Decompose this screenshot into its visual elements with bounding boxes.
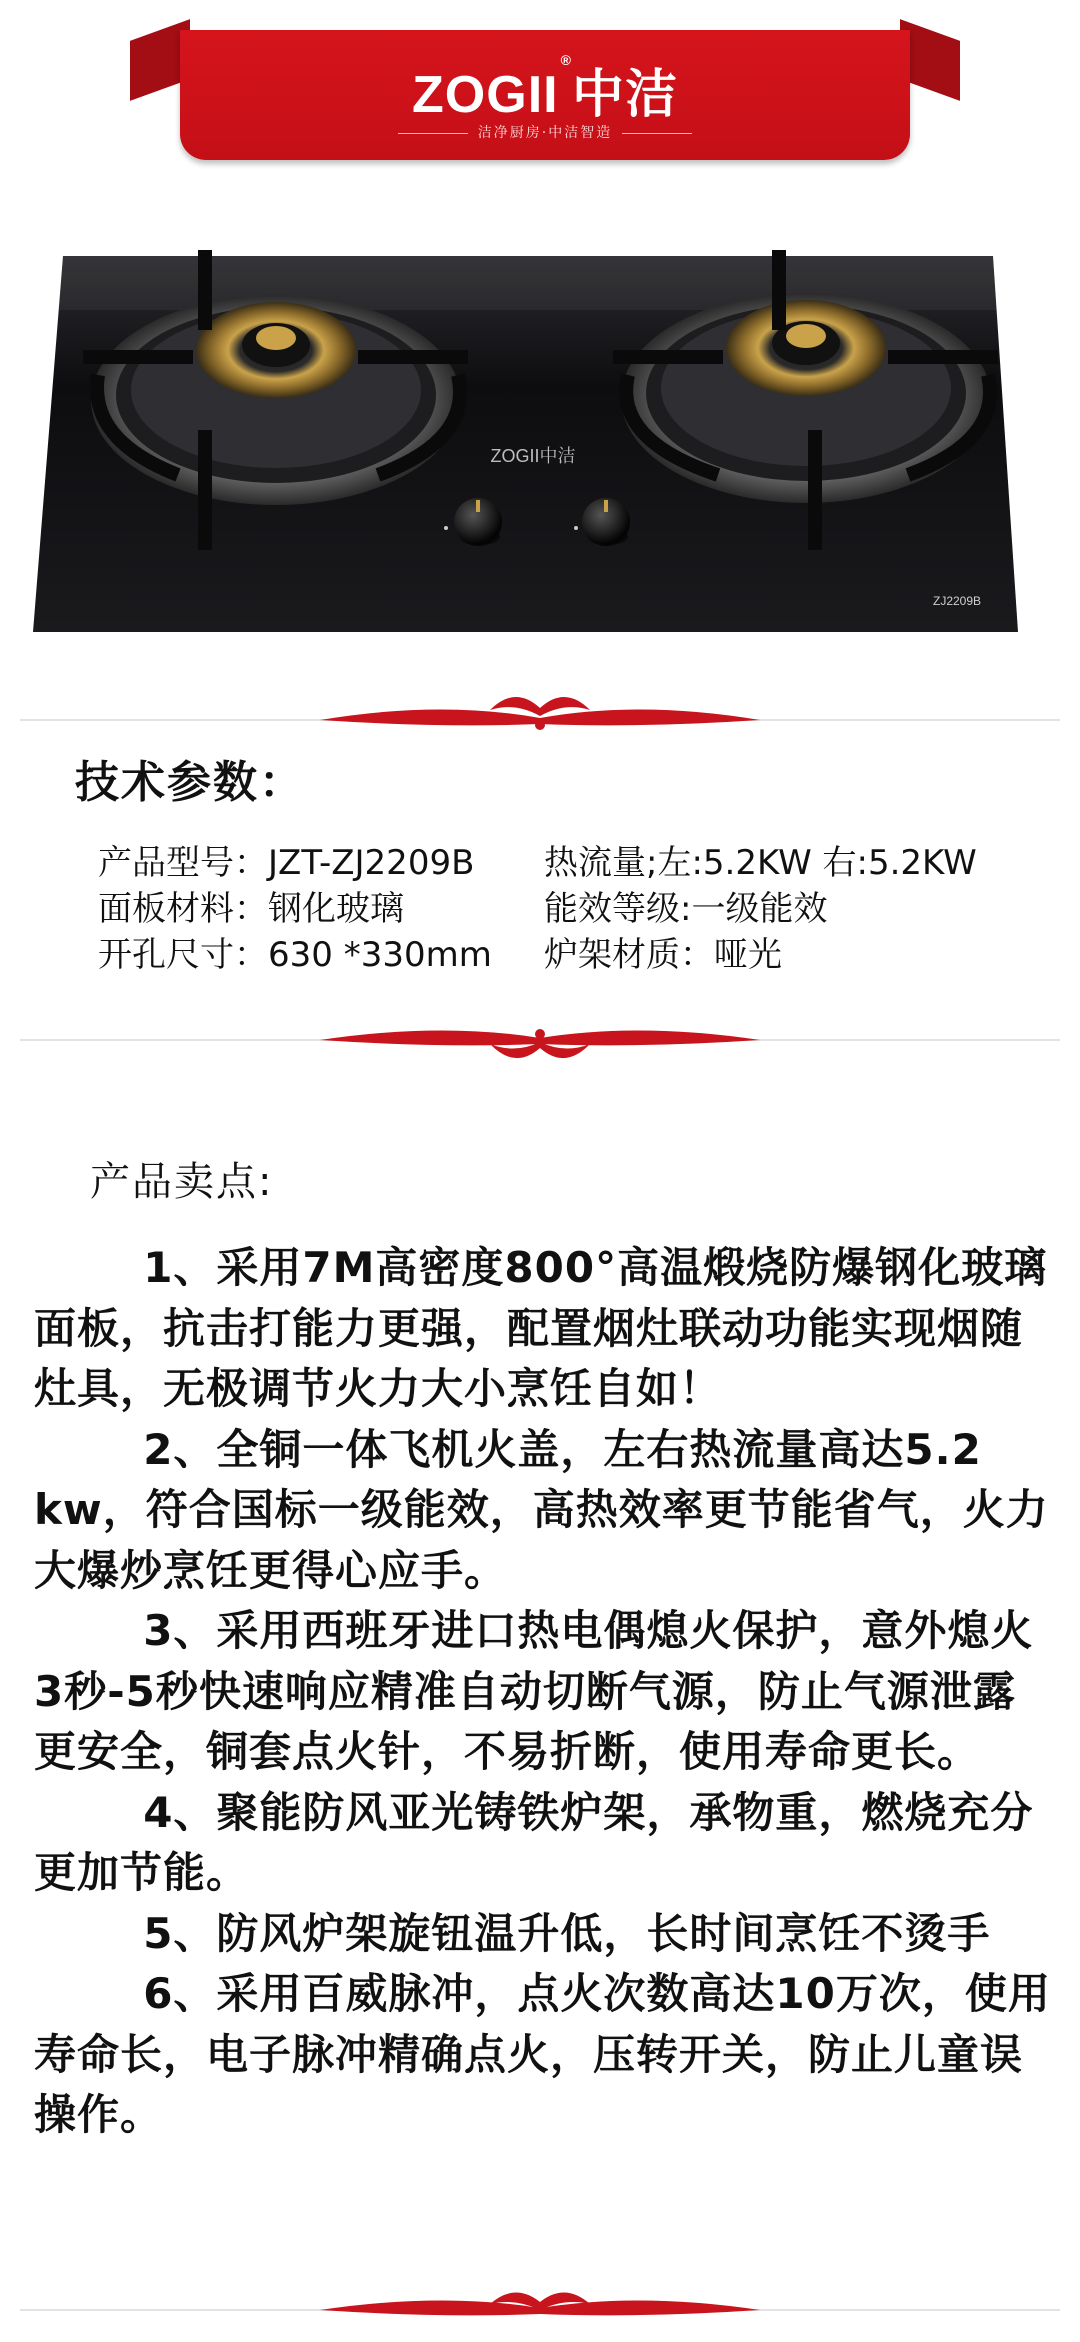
- spec-panel-material: 面板材料：钢化玻璃: [98, 889, 404, 929]
- selling-points-list: [34, 1238, 1054, 2146]
- selling-point-item: 3、采用西班牙进口热电偶熄火保护，意外熄火3秒-5秒快速响应精准自动切断气源，防止气源泄露更安全，铜套点火针，不易折断，使用寿命更长。: [34, 1606, 1034, 1776]
- spec-cutout-size: 开孔尺寸：630 *330mm: [98, 935, 492, 975]
- registered-mark: ®: [560, 52, 572, 68]
- ornament-divider-3: [20, 2282, 1060, 2342]
- tagline-rule-right: [622, 133, 692, 134]
- stove-logo: ZOGII中洁: [490, 446, 576, 466]
- tagline-rule-left: [398, 133, 468, 134]
- banner-ribbon: [180, 30, 910, 160]
- brand-logo-chinese: 中洁: [571, 66, 678, 124]
- brand-logo: [180, 52, 910, 127]
- brand-logo-latin: ZOGII: [412, 66, 559, 124]
- selling-point-item: 4、聚能防风亚光铸铁炉架，承物重，燃烧充分更加节能。: [34, 1787, 1034, 1897]
- tagline-text: 洁净厨房·中洁智造: [477, 125, 613, 141]
- ornament-divider-1: [20, 680, 1060, 740]
- selling-points-heading: 产品卖点:: [90, 1159, 274, 1205]
- product-image-stove: [28, 250, 1023, 635]
- brand-banner: [130, 30, 960, 165]
- spec-heat-flow: 热流量;左:5.2KW 右:5.2KW: [544, 843, 977, 883]
- model-tag: ZJ2209B: [933, 594, 982, 608]
- selling-point-item: 2、全铜一体飞机火盖，左右热流量高达5.2 kw，符合国标一级能效，高热效率更节能省气，火力大爆炒烹饪更得心应手。: [34, 1424, 1049, 1595]
- spec-rack-material: 炉架材质：哑光: [544, 935, 782, 975]
- selling-point-item: 6、采用百威脉冲，点火次数高达10万次，使用寿命长，电子脉冲精确点火，压转开关，防止儿童误操作。: [34, 1969, 1051, 2139]
- specs-heading: 技术参数：: [75, 757, 305, 808]
- spec-efficiency-grade: 能效等级:一级能效: [544, 889, 828, 929]
- ornament-divider-2: [20, 1010, 1060, 1070]
- selling-point-item: 5、防风炉架旋钮温升低，长时间烹饪不烫手: [143, 1908, 991, 1958]
- brand-tagline: [180, 122, 910, 142]
- selling-point-item: 1、采用7M高密度800°高温煅烧防爆钢化玻璃面板，抗击打能力更强，配置烟灶联动功能实现烟随灶具，无极调节火力大小烹饪自如！: [34, 1243, 1048, 1413]
- spec-model: 产品型号：JZT-ZJ2209B: [98, 843, 475, 883]
